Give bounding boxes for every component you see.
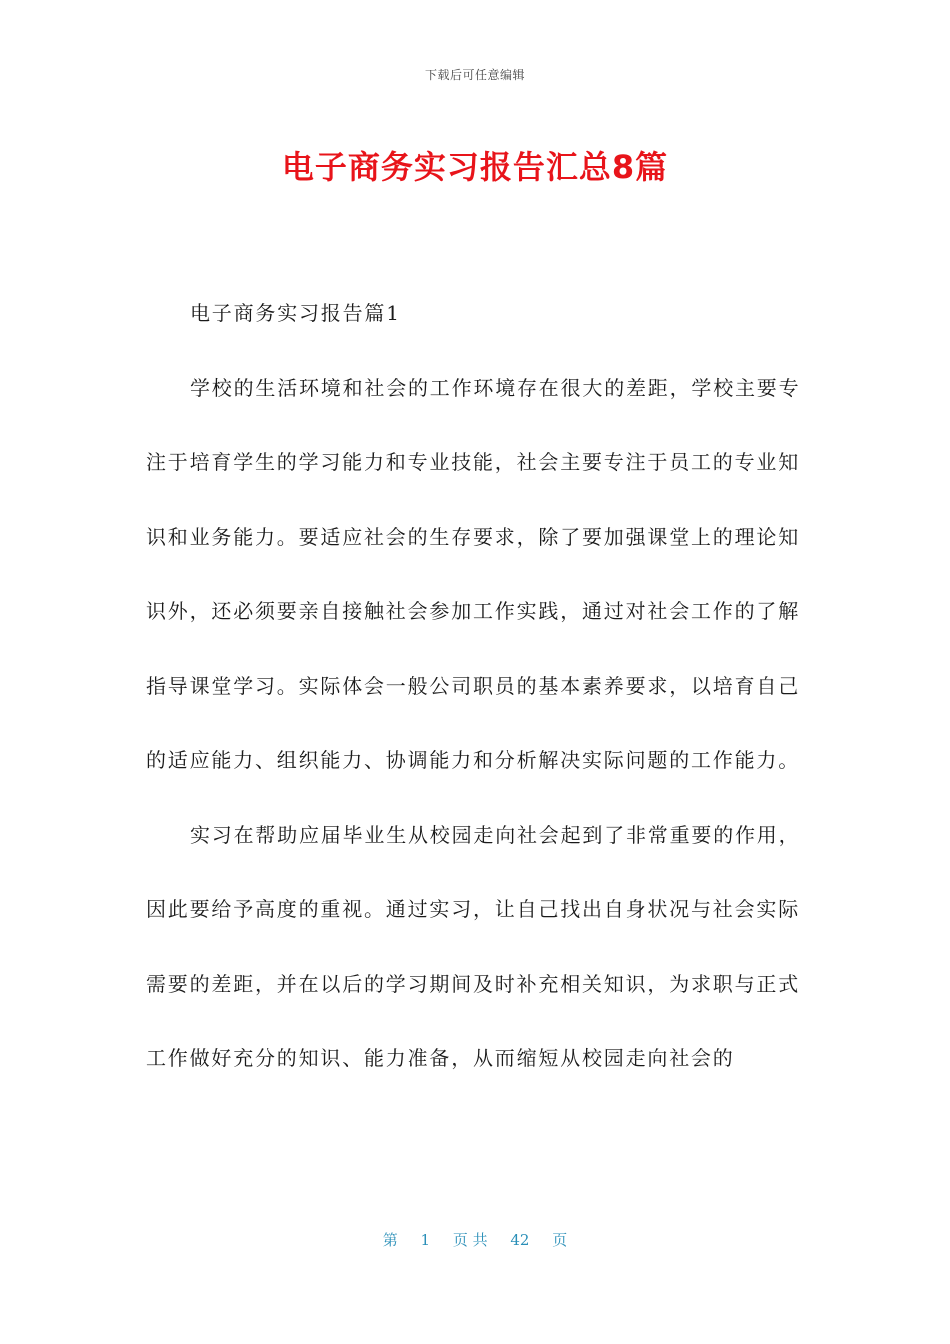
document-body — [146, 276, 806, 1096]
total-pages: 42 — [510, 1231, 530, 1249]
page-suffix: 页 — [552, 1231, 568, 1249]
paragraph-1: 学校的生活环境和社会的工作环境存在很大的差距，学校主要专注于培育学生的学习能力和专业技能，社会主要专注于员工的专业知识和业务能力。要适应社会的生存要求，除了要加强课堂上的理论知识外，还必须要亲自接触社会参加工作实践，通过对社会工作的了解指导课堂学习。实际体会一般公司职员的基本素养要求，以培育自己的适应能力、组织能力、协调能力和分析解决实际问题的工作能力。 — [146, 375, 801, 772]
document-title: 电子商务实习报告汇总8篇 — [281, 148, 669, 186]
page-prefix: 第 — [382, 1231, 398, 1249]
section-heading: 电子商务实习报告篇1 — [190, 301, 401, 325]
header-note: 下载后可任意编辑 — [424, 68, 525, 82]
page-mid: 页 共 — [452, 1231, 488, 1249]
page-number: 1 — [420, 1231, 431, 1249]
paragraph-2: 实习在帮助应届毕业生从校园走向社会起到了非常重要的作用，因此要给予高度的重视。通过实习，让自己找出自身状况与社会实际需要的差距，并在以后的学习期间及时补充相关知识，为求职与正式工作做好充分的知识、能力准备，从而缩短从校园走向社会的 — [146, 822, 801, 1070]
page-footer — [0, 1229, 950, 1250]
